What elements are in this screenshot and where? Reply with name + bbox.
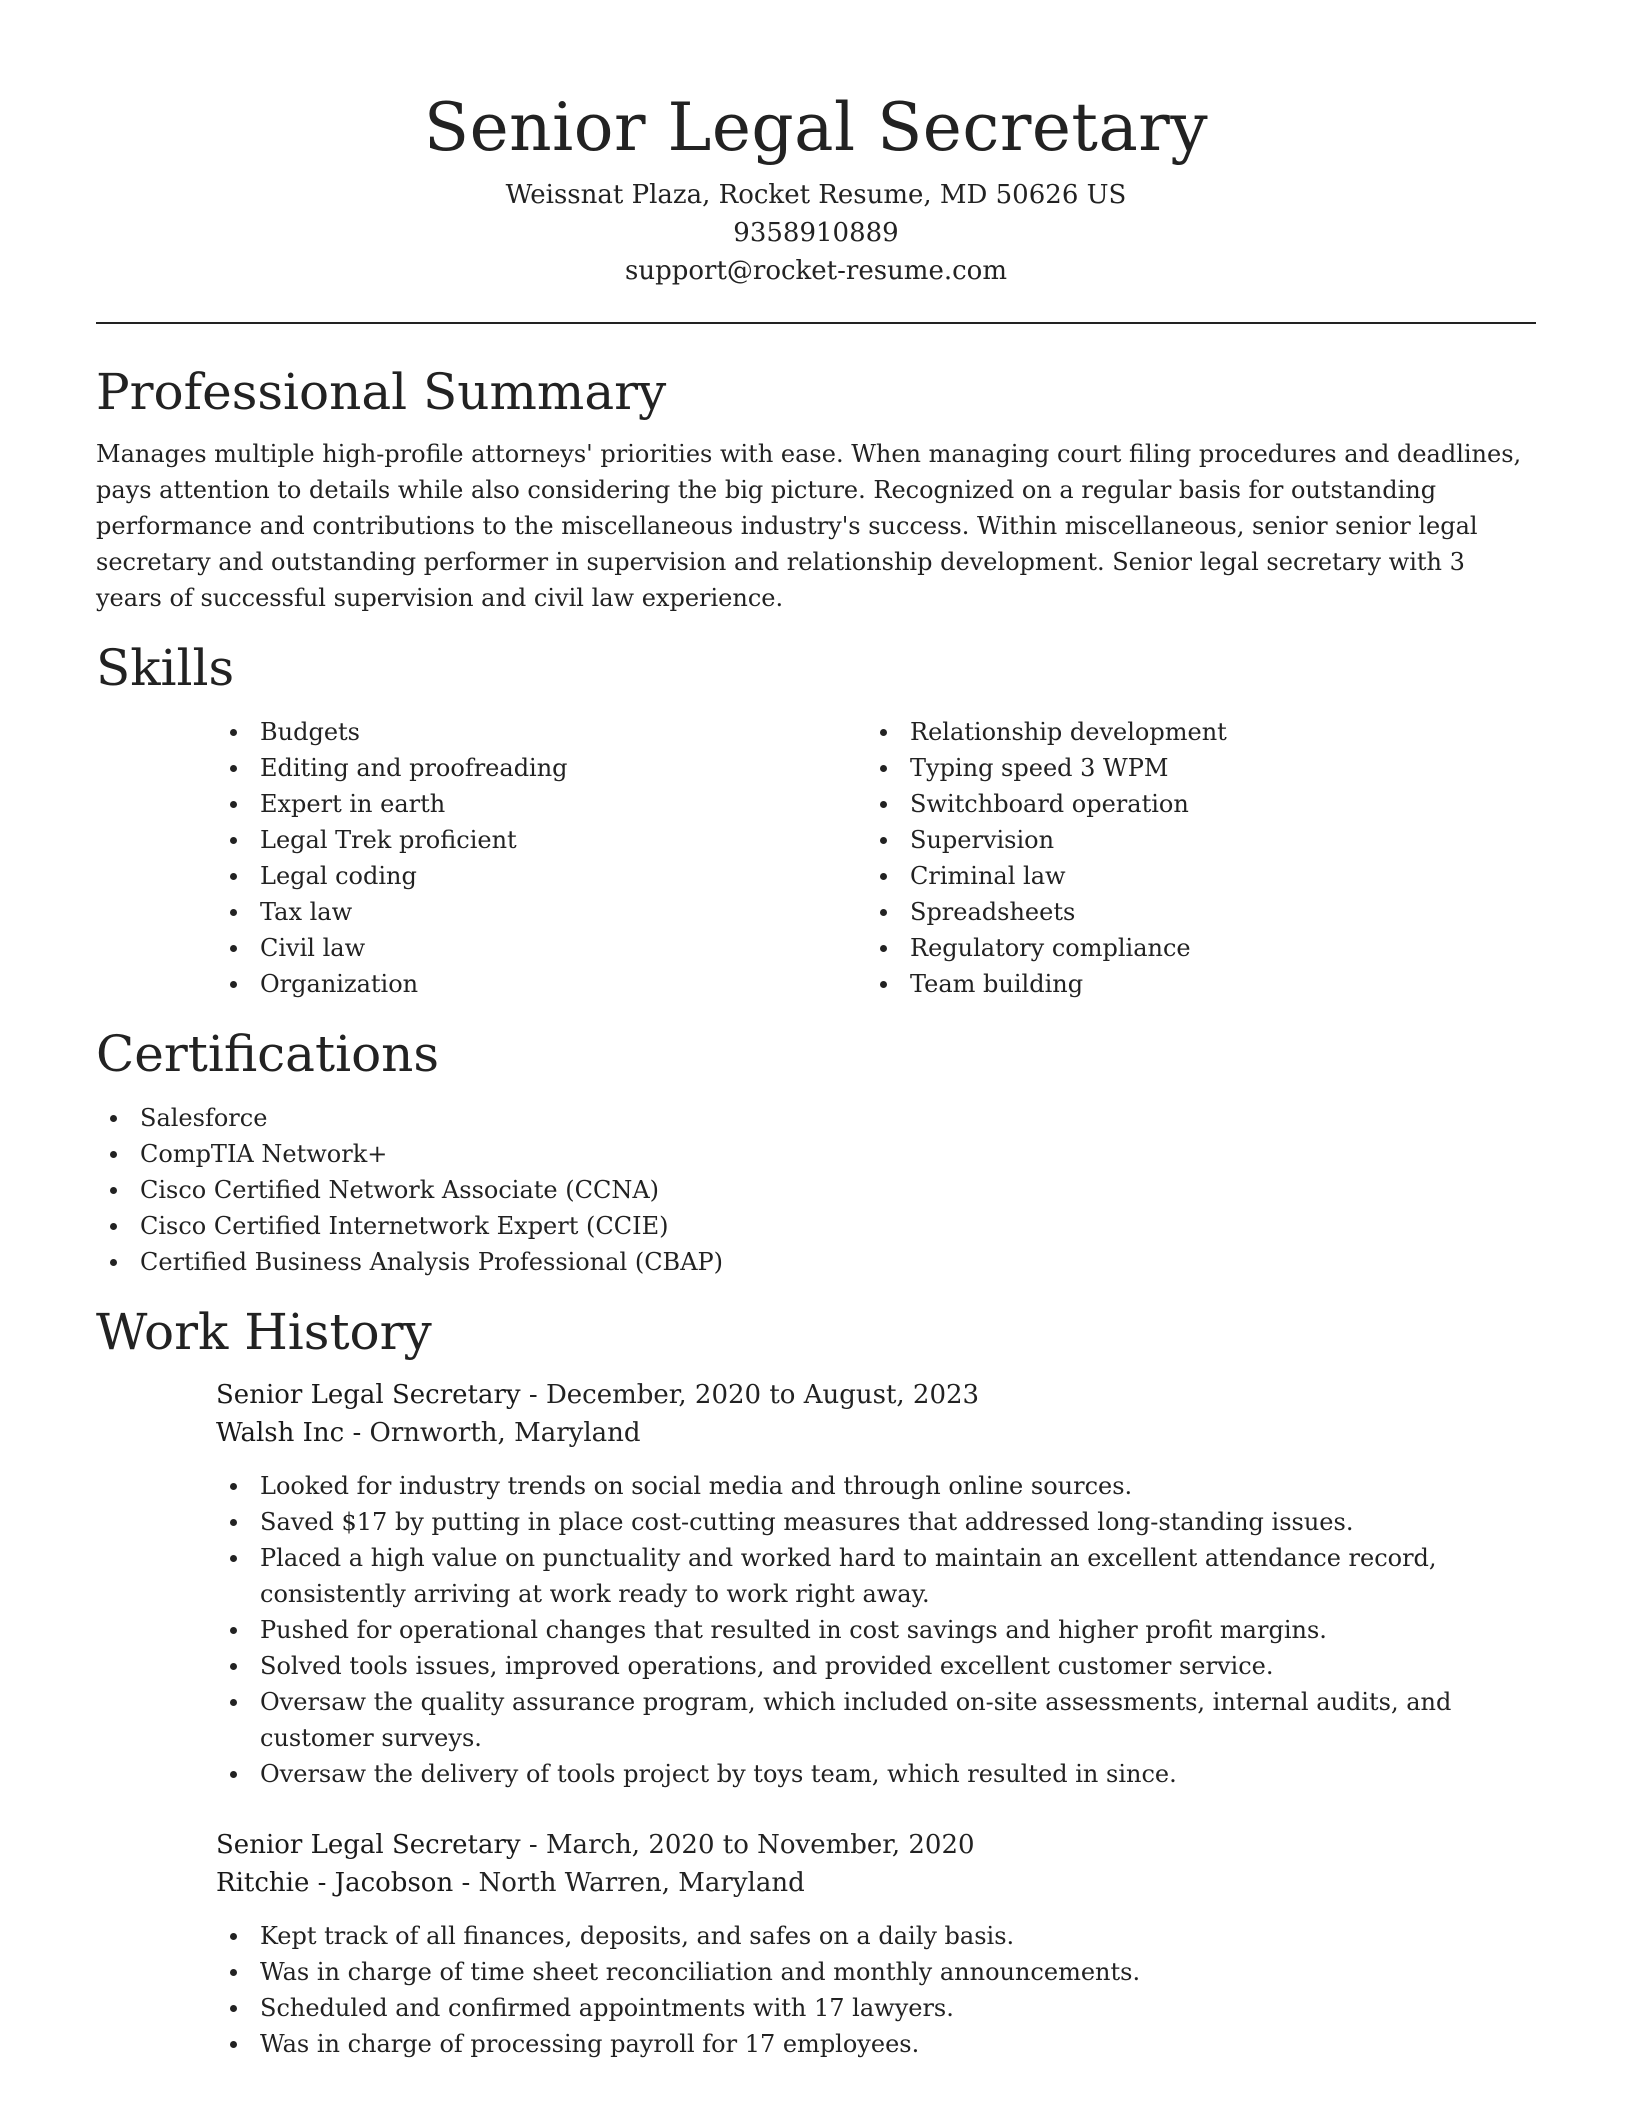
job-bullets	[216, 1918, 1536, 2062]
certifications-list	[96, 1100, 1536, 1280]
job-company: Walsh Inc	[216, 1418, 345, 1448]
skills-grid	[216, 714, 1536, 1002]
job-dates: - March, 2020 to November, 2020	[520, 1830, 975, 1860]
summary-title: Professional Summary	[96, 363, 667, 421]
job-bullet: Solved tools issues, improved operations, and provided excellent customer service.	[216, 1648, 1536, 1684]
skills-column-left	[216, 714, 866, 1002]
skills-title: Skills	[96, 639, 235, 697]
job-location: - Ornworth, Maryland	[344, 1418, 641, 1448]
skill-item: Supervision	[866, 822, 1516, 858]
skill-item: Regulatory compliance	[866, 930, 1516, 966]
job-bullet: Looked for industry trends on social media and through online sources.	[216, 1468, 1536, 1504]
skill-item: Editing and proofreading	[216, 750, 866, 786]
job-title-line	[216, 1376, 1536, 1414]
skill-item: Tax law	[216, 894, 866, 930]
certification-item: Cisco Certified Network Associate (CCNA)	[96, 1172, 1536, 1208]
skill-item: Organization	[216, 966, 866, 1002]
job-bullet: Scheduled and confirmed appointments with 17 lawyers.	[216, 1990, 1536, 2026]
contact-address: Weissnat Plaza, Rocket Resume, MD 50626 US	[505, 180, 1127, 210]
job-title-line	[216, 1826, 1536, 1864]
skill-item: Legal coding	[216, 858, 866, 894]
skill-item: Expert in earth	[216, 786, 866, 822]
job-bullet: Was in charge of time sheet reconciliation and monthly announcements.	[216, 1954, 1536, 1990]
skills-list-right	[866, 714, 1516, 1002]
certification-item: Salesforce	[96, 1100, 1536, 1136]
job-company-line	[216, 1864, 1536, 1902]
contact-block	[96, 176, 1536, 290]
job-bullet: Saved $17 by putting in place cost-cutting measures that addressed long-standing issues.	[216, 1504, 1536, 1540]
job-bullet: Placed a high value on punctuality and worked hard to maintain an excellent attendance record, consistently arriving at work ready to work right away.	[216, 1540, 1536, 1612]
skill-item: Switchboard operation	[866, 786, 1516, 822]
skill-item: Budgets	[216, 714, 866, 750]
job-bullets	[216, 1468, 1536, 1792]
job-bullet: Pushed for operational changes that resulted in cost savings and higher profit margins.	[216, 1612, 1536, 1648]
job-entry	[216, 1376, 1536, 1792]
skill-item: Team building	[866, 966, 1516, 1002]
work-history-title: Work History	[96, 1303, 432, 1361]
work-history-section	[96, 1300, 1536, 2062]
certification-item: Cisco Certified Internetwork Expert (CCIE)	[96, 1208, 1536, 1244]
certifications-title: Certifications	[96, 1025, 440, 1083]
resume-header	[96, 0, 1536, 290]
skill-item: Relationship development	[866, 714, 1516, 750]
candidate-name: Senior Legal Secretary	[423, 89, 1209, 166]
job-dates: - December, 2020 to August, 2023	[520, 1380, 980, 1410]
job-role: Senior Legal Secretary	[216, 1380, 521, 1410]
contact-email: support@rocket-resume.com	[624, 256, 1007, 286]
skills-list-left	[216, 714, 866, 1002]
skills-section	[96, 636, 1536, 1002]
certifications-section	[96, 1022, 1536, 1280]
header-divider	[96, 322, 1536, 324]
skill-item: Spreadsheets	[866, 894, 1516, 930]
certification-item: Certified Business Analysis Professional (CBAP)	[96, 1244, 1536, 1280]
resume-page	[96, 0, 1536, 2062]
skill-item: Criminal law	[866, 858, 1516, 894]
summary-section	[96, 360, 1536, 616]
certification-item: CompTIA Network+	[96, 1136, 1536, 1172]
summary-text: Manages multiple high-profile attorneys' priorities with ease. When managing court filing procedures and deadlines, pays attention to details while also considering the big picture. Recognized on a regular basis for outstanding performance and contributions to the miscellaneous industry's success. Within miscellaneous, senior senior legal secretary and outstanding performer in supervision and relationship development. Senior legal secretary with 3 years of successful supervision and civil law experience.	[96, 440, 1522, 612]
contact-phone: 9358910889	[733, 218, 899, 248]
job-bullet: Oversaw the delivery of tools project by toys team, which resulted in since.	[216, 1756, 1536, 1792]
job-entry	[216, 1826, 1536, 2062]
job-bullet: Was in charge of processing payroll for 17 employees.	[216, 2026, 1536, 2062]
skill-item: Legal Trek proficient	[216, 822, 866, 858]
skills-column-right	[866, 714, 1516, 1002]
skill-item: Typing speed 3 WPM	[866, 750, 1516, 786]
job-role: Senior Legal Secretary	[216, 1830, 521, 1860]
job-location: - North Warren, Maryland	[453, 1868, 805, 1898]
job-bullet: Kept track of all finances, deposits, and safes on a daily basis.	[216, 1918, 1536, 1954]
job-company: Ritchie - Jacobson	[216, 1868, 454, 1898]
skill-item: Civil law	[216, 930, 866, 966]
job-company-line	[216, 1414, 1536, 1452]
job-bullet: Oversaw the quality assurance program, which included on-site assessments, internal audits, and customer surveys.	[216, 1684, 1536, 1756]
